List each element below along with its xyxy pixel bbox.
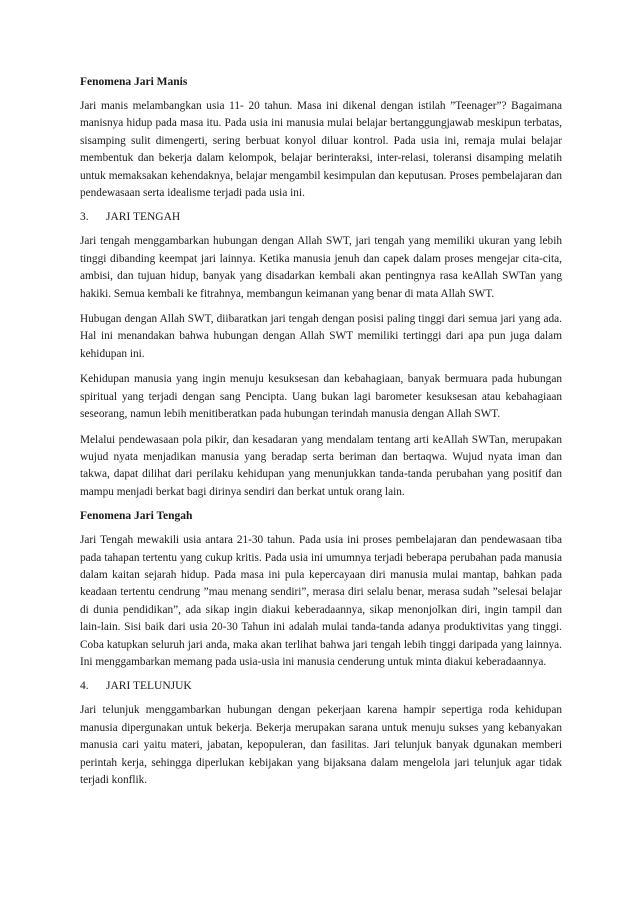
section-heading-jari-tengah	[80, 210, 562, 225]
paragraph-jari-telunjuk: Jari telunjuk menggambarkan hubungan dengan pekerjaan karena hampir sepertiga roda kehidupan manusia dipergunakan untuk bekerja. Bekerja merupakan sarana untuk menuju sukses yang kebanyakan manusia cari yaitu materi, jabatan, kepopuleran, dan fasilitas. Jari telunjuk banyak dgunakan memberi perintah kerja, sehingga diperlukan kebijakan yang bijaksana dalam mengelola jari telunjuk agar tidak terjadi konflik.	[80, 704, 562, 786]
paragraph-jari-tengah-4: Melalui pendewasaan pola pikir, dan kesadaran yang mendalam tentang arti keAllah SWTan, merupakan wujud nyata menjadikan manusia yang beradap serta beriman dan bertaqwa. Wujud nyata iman dan takwa, dapat dilihat dari perilaku kehidupan yang menunjukkan tanda-tanda perubahan yang positif dan mampu menjadi berkat bagi dirinya sendiri dan berkat untuk orang lain.	[80, 433, 562, 498]
paragraph-jari-manis: Jari manis melambangkan usia 11- 20 tahun. Masa ini dikenal dengan istilah ”Teenager”? Bagaimana manisnya hidup pada masa itu. Pada usia ini manusia mulai belajar bertanggungjawab meskipun terbatas, sisamping sulit dimengerti, sering berbuat konyol diluar kontrol. Pada usia ini, remaja mulai belajar membentuk dan bekerja dalam kelompok, belajar berinteraksi, inter-relasi, toleransi disamping melatih untuk memaksakan kehendaknya, belajar mengambil kesimpulan dan keputusan. Proses pembelajaran dan pendewasaan serta idealisme terjadi pada usia ini.	[80, 100, 562, 200]
heading-fenomena-jari-tengah: Fenomena Jari Tengah	[80, 510, 193, 523]
paragraph-jari-tengah-1: Jari tengah menggambarkan hubungan dengan Allah SWT, jari tengah yang memiliki ukuran yang lebih tinggi dibanding keempat jari lainnya. Ketika manusia jenuh dan capek dalam proses mengejar cita-cita, ambisi, dan tujuan hidup, banyak yang disadarkan kembali akan pentingnya rasa keAllah SWTan yang hakiki. Semua kembali ke fitrahnya, membangun keimanan yang benar di mata Allah SWT.	[80, 235, 562, 300]
paragraph-fenomena-jari-tengah: Jari Tengah mewakili usia antara 21-30 tahun. Pada usia ini proses pembelajaran dan pendewasaan tiba pada tahapan tertentu yang cukup kritis. Pada usia ini umumnya terjadi beberapa perubahan pada manusia dalam kaitan sejarah hidup. Pada masa ini pula kepercayaan diri manusia mulai mantap, bahkan pada keadaan tertentu cendrung ”mau menang sendiri”, merasa diri selalu benar, merasa sudah ”selesai belajar di dunia pendidikan”, ada sikap ingin diakui keberadaannya, sikap menonjolkan diri, ingin tampil dan lain-lain. Sisi baik dari usia 20-30 Tahun ini adalah mulai tanda-tanda adanya produktivitas yang tinggi. Coba katupkan seluruh jari anda, maka akan terlihat bahwa jari tengah lebih tinggi daripada yang lainnya. Ini menggambarkan memang pada usia-usia ini manusia cenderung untuk minta diakui keberadaannya.	[80, 534, 562, 668]
section-number: 4.	[80, 680, 89, 693]
paragraph-jari-tengah-2: Hubugan dengan Allah SWT, diibaratkan jari tengah dengan posisi paling tinggi dari semua jari yang ada. Hal ini menandakan bahwa hubungan dengan Allah SWT memiliki tertinggi dari apa pun juga dalam kehidupan ini.	[80, 313, 562, 360]
heading-fenomena-jari-manis: Fenomena Jari Manis	[80, 76, 188, 88]
section-number: 3.	[80, 211, 89, 224]
document-page	[80, 75, 562, 797]
section-title: JARI TENGAH	[106, 211, 181, 224]
paragraph-jari-tengah-3: Kehidupan manusia yang ingin menuju kesuksesan dan kebahagiaan, banyak bermuara pada hubungan spiritual yang terjadi dengan sang Pencipta. Uang bukan lagi barometer kesuksesan atau kebahagiaan seseorang, namun lebih menitiberatkan pada hubungan terindah manusia dengan Allah SWT.	[80, 373, 562, 421]
section-heading-jari-telunjuk	[80, 679, 562, 694]
section-title: JARI TELUNJUK	[106, 680, 192, 693]
